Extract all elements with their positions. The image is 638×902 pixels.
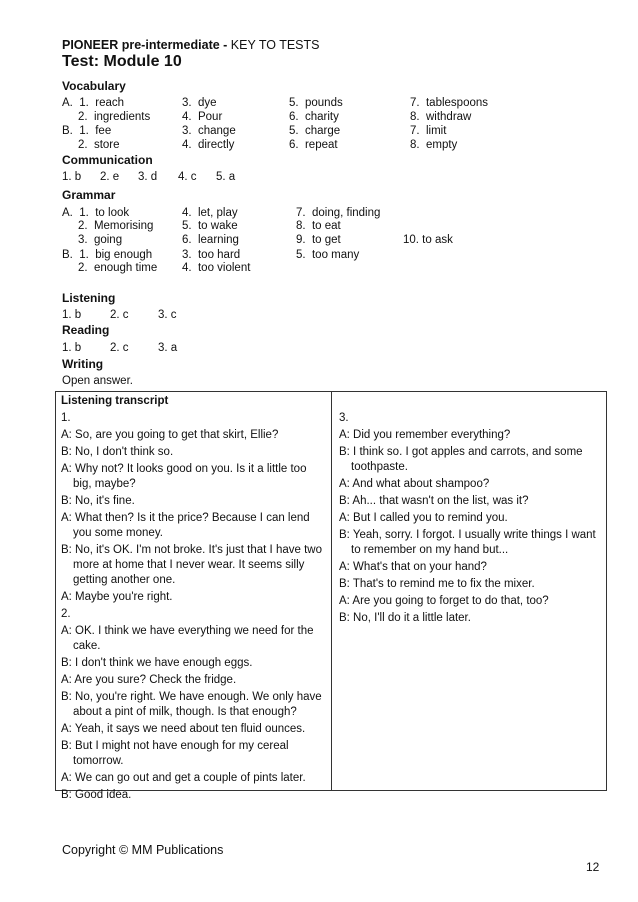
vocabulary-answer: A. 1. reach <box>62 97 125 109</box>
grammar-answer: 5. to wake <box>182 220 238 232</box>
listening-transcript-box <box>55 391 607 801</box>
transcript-line: B: No, you're right. We have enough. We only have about a pint of milk, though. Is that enough? <box>61 691 322 718</box>
grammar-answer: 3. too hard <box>182 249 241 261</box>
reading-answer: 2. c <box>110 342 129 354</box>
grammar-answer: 8. to eat <box>296 220 341 232</box>
grammar-answer: 5. too many <box>296 249 360 261</box>
transcript-line: A: Why not? It looks good on you. Is it a little too big, maybe? <box>61 463 307 490</box>
communication-heading: Communication <box>62 153 153 167</box>
vocabulary-answer: 2. store <box>62 139 120 151</box>
communication-answer: 2. e <box>100 171 120 183</box>
transcript-dialogue-number: 2. <box>61 608 71 620</box>
grammar-answer: B. 1. big enough <box>62 249 153 261</box>
listening-answer: 2. c <box>110 309 129 321</box>
communication-answer: 5. a <box>216 171 236 183</box>
communication-answer: 3. d <box>138 171 158 183</box>
vocabulary-answer: 2. ingredients <box>62 111 151 123</box>
grammar-answer: 9. to get <box>296 234 341 246</box>
vocabulary-answer: 3. change <box>182 125 236 137</box>
listening-answer: 3. c <box>158 309 177 321</box>
transcript-line: B: I think so. I got apples and carrots, and some toothpaste. <box>339 446 583 473</box>
reading-answer: 3. a <box>158 342 178 354</box>
transcript-line: B: No, I don't think so. <box>61 446 174 458</box>
grammar-answer: 2. enough time <box>62 262 158 274</box>
vocabulary-answer: 7. limit <box>410 125 447 137</box>
reading-answer: 1. b <box>62 342 82 354</box>
vocabulary-answer: 4. directly <box>182 139 235 151</box>
transcript-left-column <box>61 394 323 803</box>
vocabulary-answer: 3. dye <box>182 97 217 109</box>
transcript-right-lines <box>339 411 601 626</box>
transcript-line: A: Maybe you're right. <box>61 591 173 603</box>
header-subtitle: KEY TO TESTS <box>230 38 320 52</box>
vocabulary-answer: 4. Pour <box>182 111 223 123</box>
transcript-line: A: Are you sure? Check the fridge. <box>61 674 237 686</box>
grammar-answer: 10. to ask <box>403 234 453 246</box>
page-title: Test: Module 10 <box>62 53 182 70</box>
transcript-line: A: Are you going to forget to do that, too? <box>339 595 549 607</box>
transcript-dialogue-number: 3. <box>339 412 349 424</box>
transcript-line: A: And what about shampoo? <box>339 478 490 490</box>
transcript-line: B: No, it's OK. I'm not broke. It's just that I have two more at home that I never wear. It seems silly getting another one. <box>61 544 322 586</box>
header-separator: - <box>219 38 231 52</box>
vocabulary-answer: 8. empty <box>410 139 458 151</box>
vocabulary-answer: 6. repeat <box>289 139 338 151</box>
grammar-answer: 7. doing, finding <box>296 207 381 219</box>
grammar-answer: 6. learning <box>182 234 239 246</box>
transcript-line: B: Ah... that wasn't on the list, was it? <box>339 495 529 507</box>
transcript-line: A: So, are you going to get that skirt, Ellie? <box>61 429 279 441</box>
listening-answer: 1. b <box>62 309 82 321</box>
transcript-line: A: Did you remember everything? <box>339 429 511 441</box>
transcript-left-lines <box>61 411 323 803</box>
transcript-line: A: What's that on your hand? <box>339 561 487 573</box>
transcript-line: A: OK. I think we have everything we need for the cake. <box>61 625 314 652</box>
transcript-line: A: We can go out and get a couple of pints later. <box>61 772 306 784</box>
vocabulary-answer: 6. charity <box>289 111 339 123</box>
vocabulary-answer: 8. withdraw <box>410 111 472 123</box>
transcript-line: B: Yeah, sorry. I forgot. I usually write things I want to remember on my hand but... <box>339 529 596 556</box>
vocabulary-answer: 5. charge <box>289 125 341 137</box>
vocabulary-heading: Vocabulary <box>62 79 126 93</box>
listening-heading: Listening <box>62 291 116 305</box>
page-header <box>62 38 320 52</box>
writing-heading: Writing <box>62 357 104 371</box>
transcript-line: B: I don't think we have enough eggs. <box>61 657 253 669</box>
communication-answer: 4. c <box>178 171 197 183</box>
transcript-heading: Listening transcript <box>61 395 169 407</box>
vocabulary-answer: B. 1. fee <box>62 125 112 137</box>
vocabulary-answer: 5. pounds <box>289 97 343 109</box>
vocabulary-answer: 7. tablespoons <box>410 97 489 109</box>
grammar-answer: 3. going <box>62 234 123 246</box>
page-number: 12 <box>586 860 600 874</box>
transcript-right-column <box>339 394 601 626</box>
transcript-line: B: No, it's fine. <box>61 495 135 507</box>
reading-heading: Reading <box>62 323 110 337</box>
transcript-line: B: But I might not have enough for my cereal tomorrow. <box>61 740 289 767</box>
transcript-line: A: What then? Is it the price? Because I can lend you some money. <box>61 512 310 539</box>
grammar-answer: 4. let, play <box>182 207 238 219</box>
book-name: PIONEER pre-intermediate <box>62 38 220 52</box>
communication-answer: 1. b <box>62 171 82 183</box>
grammar-heading: Grammar <box>62 188 116 202</box>
transcript-dialogue-number: 1. <box>61 412 71 424</box>
grammar-answer: A. 1. to look <box>62 207 130 219</box>
transcript-line: B: Good idea. <box>61 789 132 801</box>
transcript-line: A: Yeah, it says we need about ten fluid ounces. <box>61 723 306 735</box>
transcript-line: B: That's to remind me to fix the mixer. <box>339 578 535 590</box>
transcript-line: A: But I called you to remind you. <box>339 512 508 524</box>
transcript-line: B: No, I'll do it a little later. <box>339 612 471 624</box>
grammar-answer: 4. too violent <box>182 262 251 274</box>
writing-answer: Open answer. <box>62 375 133 387</box>
column-divider <box>331 392 332 790</box>
copyright-notice: Copyright © MM Publications <box>62 843 224 857</box>
grammar-answer: 2. Memorising <box>62 220 154 232</box>
